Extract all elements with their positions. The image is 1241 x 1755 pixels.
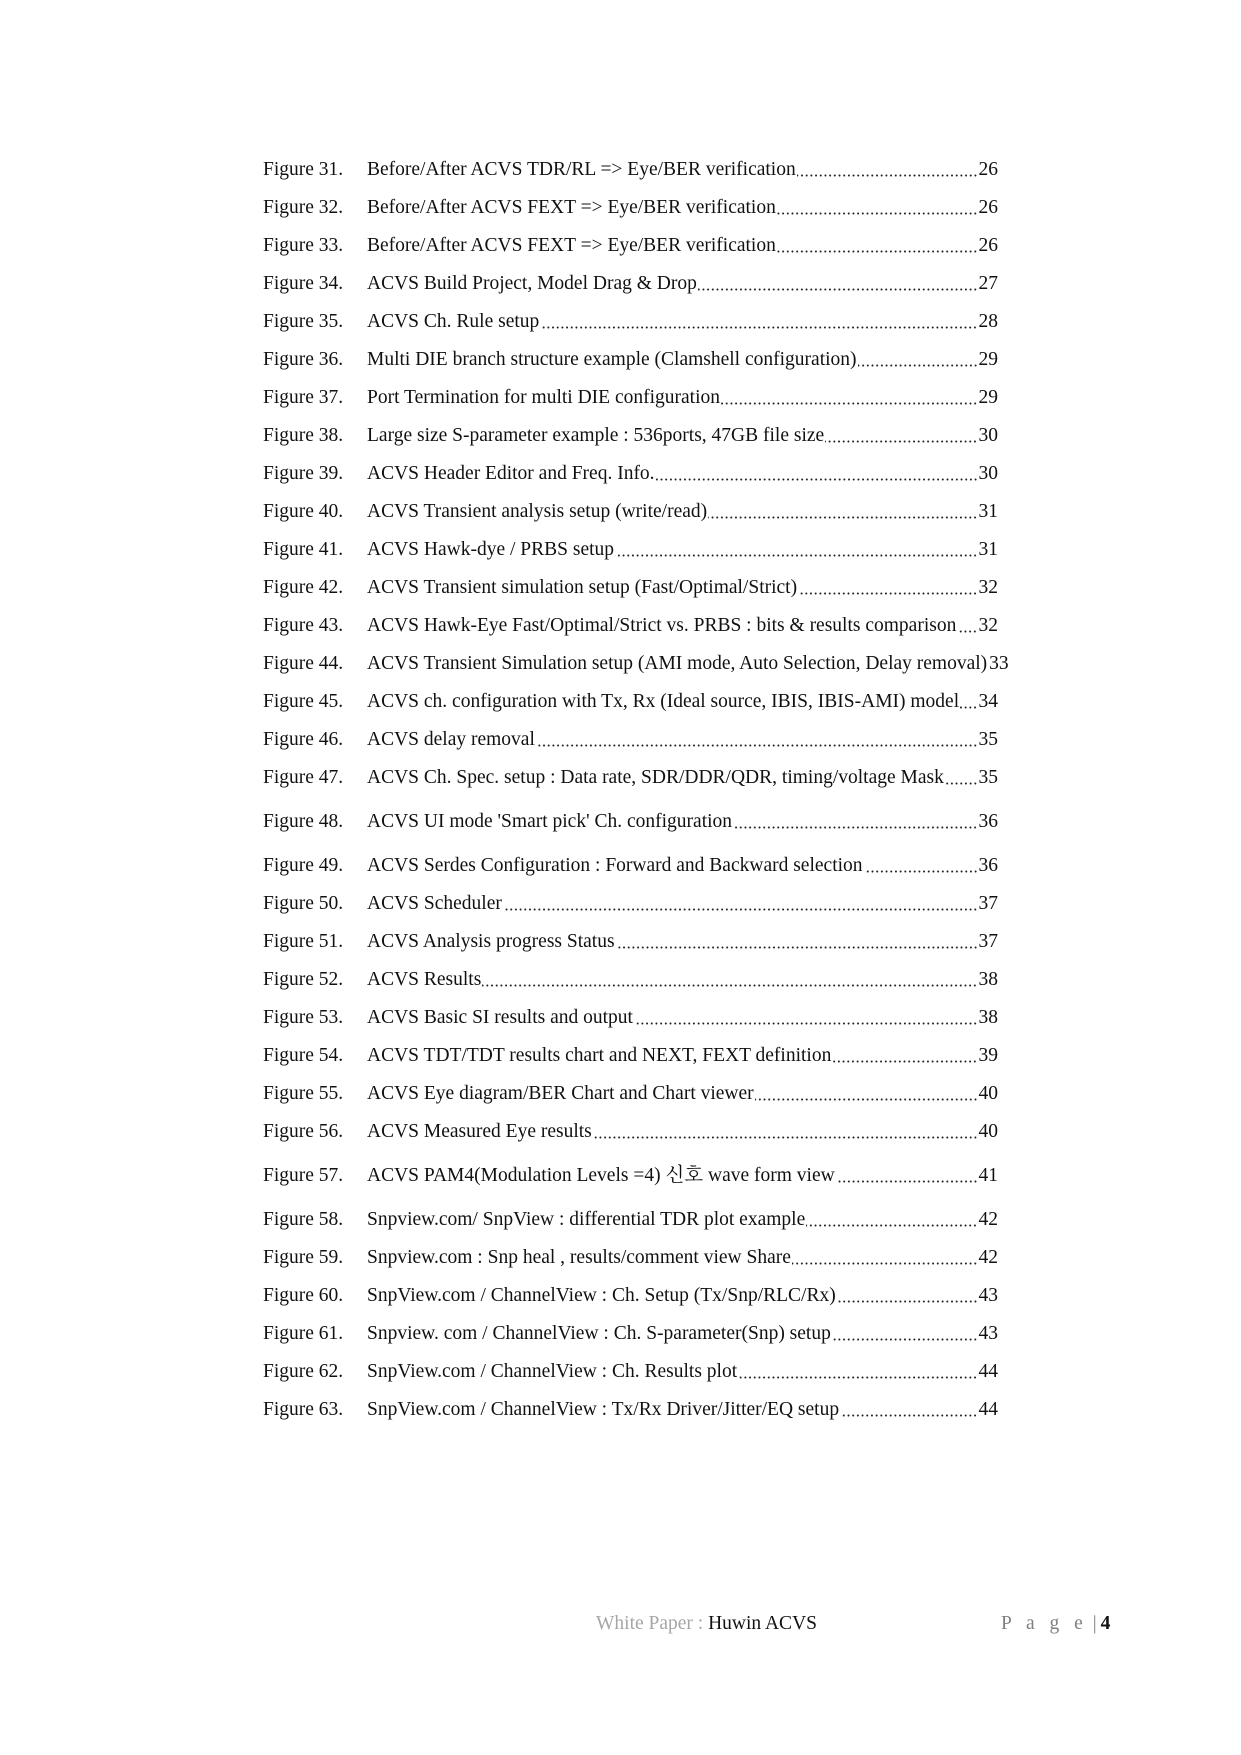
toc-figure-label: Figure 47. [263, 767, 344, 788]
page-separator: | [1092, 1613, 1097, 1634]
toc-dot-leader [806, 1224, 977, 1227]
toc-dot-leader [825, 440, 977, 443]
toc-dot-leader [503, 908, 978, 911]
toc-figure-title: ACVS Build Project, Model Drag & Drop [367, 273, 697, 294]
toc-entry[interactable] [263, 500, 998, 524]
toc-figure-title: Before/After ACVS TDR/RL => Eye/BER verification [367, 159, 796, 180]
toc-figure-label: Figure 60. [263, 1285, 344, 1306]
toc-figure-title: ACVS Hawk-Eye Fast/Optimal/Strict vs. PRBS : bits & results comparison [367, 615, 957, 636]
toc-entry[interactable] [263, 930, 998, 954]
toc-figure-label: Figure 33. [263, 235, 344, 256]
toc-dot-leader [540, 326, 977, 329]
toc-dot-leader [777, 212, 978, 215]
toc-dot-leader [656, 478, 978, 481]
toc-figure-label: Figure 39. [263, 463, 344, 484]
toc-figure-label: Figure 58. [263, 1209, 344, 1230]
toc-figure-label: Figure 62. [263, 1361, 344, 1382]
toc-dot-leader [837, 1300, 978, 1303]
toc-figure-label: Figure 31. [263, 159, 344, 180]
toc-figure-label: Figure 56. [263, 1121, 344, 1142]
toc-figure-label: Figure 36. [263, 349, 344, 370]
toc-dot-leader [945, 782, 978, 785]
toc-dot-leader [864, 870, 978, 873]
toc-dot-leader [708, 516, 977, 519]
toc-dot-leader [634, 1022, 978, 1025]
toc-figure-title: ACVS Header Editor and Freq. Info. [367, 463, 655, 484]
toc-entry[interactable] [263, 728, 998, 752]
toc-figure-title: Snpview.com : Snp heal , results/comment view Share [367, 1247, 791, 1268]
toc-figure-label: Figure 48. [263, 811, 344, 832]
toc-figure-label: Figure 53. [263, 1007, 344, 1028]
toc-page-number: 43 [978, 1285, 998, 1306]
toc-figure-title: ACVS delay removal [367, 729, 535, 750]
toc-dot-leader [957, 630, 977, 633]
toc-page-number: 29 [978, 349, 998, 370]
toc-entry[interactable] [263, 1164, 998, 1188]
toc-dot-leader [792, 1262, 978, 1265]
toc-figure-label: Figure 34. [263, 273, 344, 294]
toc-figure-title: SnpView.com / ChannelView : Ch. Results plot [367, 1361, 738, 1382]
toc-entry[interactable] [263, 1322, 998, 1346]
toc-figure-label: Figure 45. [263, 691, 344, 712]
toc-entry[interactable] [263, 1044, 998, 1068]
toc-dot-leader [615, 554, 977, 557]
toc-page-number: 37 [978, 931, 998, 952]
toc-figure-label: Figure 46. [263, 729, 344, 750]
toc-dot-leader [840, 1414, 977, 1417]
toc-page-number: 43 [978, 1323, 998, 1344]
toc-figure-title: Snpview. com / ChannelView : Ch. S-parameter(Snp) setup [367, 1323, 831, 1344]
toc-dot-leader [832, 1338, 978, 1341]
page-footer [596, 1612, 817, 1636]
toc-figure-label: Figure 32. [263, 197, 344, 218]
toc-page-number: 32 [978, 577, 998, 598]
toc-figure-label: Figure 35. [263, 311, 344, 332]
toc-entry[interactable] [263, 1006, 998, 1030]
toc-dot-leader [798, 592, 977, 595]
toc-page-number: 44 [978, 1399, 998, 1420]
toc-dot-leader [960, 706, 977, 709]
toc-page-number: 30 [978, 463, 998, 484]
toc-entry[interactable] [263, 538, 998, 562]
toc-figure-title: Snpview.com/ SnpView : differential TDR plot example [367, 1209, 806, 1230]
toc-figure-label: Figure 40. [263, 501, 344, 522]
toc-figure-label: Figure 57. [263, 1165, 344, 1186]
toc-figure-label: Figure 50. [263, 893, 344, 914]
toc-page-number: 34 [978, 691, 998, 712]
toc-figure-title: Port Termination for multi DIE configuration [367, 387, 720, 408]
toc-entry[interactable] [263, 1120, 998, 1144]
toc-page-number: 26 [978, 159, 998, 180]
toc-entry[interactable] [263, 234, 998, 258]
toc-page-number: 28 [978, 311, 998, 332]
toc-page-number: 42 [978, 1247, 998, 1268]
toc-entry[interactable] [263, 1246, 998, 1270]
toc-dot-leader [698, 288, 978, 291]
toc-figure-title: ACVS Measured Eye results [367, 1121, 592, 1142]
toc-entry[interactable] [263, 158, 998, 182]
toc-page-number: 38 [978, 1007, 998, 1028]
toc-figure-title: Large size S-parameter example : 536ports, 47GB file size [367, 425, 825, 446]
toc-dot-leader [755, 1098, 978, 1101]
toc-entry[interactable] [263, 766, 998, 790]
toc-page-number: 30 [978, 425, 998, 446]
toc-entry[interactable] [263, 310, 998, 334]
toc-figure-label: Figure 44. [263, 653, 344, 674]
toc-figure-title: ACVS Scheduler [367, 893, 502, 914]
toc-entry[interactable] [263, 1360, 998, 1384]
toc-figure-title: ACVS Analysis progress Status [367, 931, 615, 952]
toc-figure-label: Figure 55. [263, 1083, 344, 1104]
toc-figure-title: ACVS Serdes Configuration : Forward and Backward selection [367, 855, 863, 876]
toc-page-number: 26 [978, 235, 998, 256]
toc-dot-leader [738, 1376, 977, 1379]
toc-figure-label: Figure 52. [263, 969, 344, 990]
toc-figure-label: Figure 37. [263, 387, 344, 408]
toc-entry[interactable] [263, 1082, 998, 1106]
toc-dot-leader [797, 174, 978, 177]
toc-page-number: 26 [978, 197, 998, 218]
toc-figure-title: Multi DIE branch structure example (Clamshell configuration) [367, 349, 857, 370]
toc-dot-leader [721, 402, 978, 405]
toc-entry[interactable] [263, 810, 998, 834]
toc-figure-title: ACVS ch. configuration with Tx, Rx (Ideal source, IBIS, IBIS-AMI) model [367, 691, 960, 712]
page-number: 4 [1100, 1613, 1111, 1634]
toc-figure-title: ACVS UI mode 'Smart pick' Ch. configuration [367, 811, 733, 832]
toc-figure-label: Figure 54. [263, 1045, 344, 1066]
toc-page-number: 40 [978, 1083, 998, 1104]
toc-page-number: 42 [978, 1209, 998, 1230]
toc-figure-label: Figure 59. [263, 1247, 344, 1268]
toc-dot-leader [616, 946, 978, 949]
toc-dot-leader [482, 984, 977, 987]
toc-page-number: 36 [978, 811, 998, 832]
toc-page-number: 31 [978, 501, 998, 522]
toc-entry[interactable] [263, 272, 998, 296]
toc-page-number: 33 [989, 653, 1009, 674]
toc-figure-label: Figure 42. [263, 577, 344, 598]
toc-dot-leader [832, 1060, 977, 1063]
toc-page-number: 36 [978, 855, 998, 876]
toc-figure-title: SnpView.com / ChannelView : Tx/Rx Driver/Jitter/EQ setup [367, 1399, 840, 1420]
toc-entry[interactable] [263, 462, 998, 486]
toc-page-number: 41 [978, 1165, 998, 1186]
toc-figure-title: ACVS Transient simulation setup (Fast/Optimal/Strict) [367, 577, 798, 598]
toc-dot-leader [536, 744, 978, 747]
toc-entry[interactable] [263, 854, 998, 878]
toc-page-number: 31 [978, 539, 998, 560]
toc-figure-label: Figure 43. [263, 615, 344, 636]
toc-page-number: 32 [978, 615, 998, 636]
toc-figure-label: Figure 61. [263, 1323, 344, 1344]
toc-figure-title: ACVS Transient analysis setup (write/read) [367, 501, 708, 522]
toc-entry[interactable] [263, 424, 998, 448]
toc-figure-title: ACVS Hawk-dye / PRBS setup [367, 539, 615, 560]
toc-figure-label: Figure 51. [263, 931, 344, 952]
toc-figure-title: ACVS Transient Simulation setup (AMI mode, Auto Selection, Delay removal) [367, 653, 988, 674]
toc-figure-title: ACVS Ch. Spec. setup : Data rate, SDR/DDR/QDR, timing/voltage Mask [367, 767, 944, 788]
toc-figure-title: ACVS Ch. Rule setup [367, 311, 540, 332]
toc-figure-label: Figure 38. [263, 425, 344, 446]
toc-entry[interactable] [263, 1208, 998, 1232]
toc-dot-leader [836, 1180, 978, 1183]
toc-page-number: 38 [978, 969, 998, 990]
toc-dot-leader [777, 250, 978, 253]
toc-figure-title: Before/After ACVS FEXT => Eye/BER verification [367, 235, 776, 256]
toc-entry[interactable] [263, 1398, 998, 1422]
toc-entry[interactable] [263, 690, 998, 714]
toc-figure-label: Figure 49. [263, 855, 344, 876]
footer-document-title: Huwin ACVS [708, 1613, 817, 1634]
toc-figure-title: ACVS PAM4(Modulation Levels =4) 신호 wave form view [367, 1165, 835, 1186]
toc-entry[interactable] [263, 652, 1009, 676]
toc-page-number: 40 [978, 1121, 998, 1142]
toc-entry[interactable] [263, 348, 998, 372]
toc-entry[interactable] [263, 576, 998, 600]
toc-figure-title: ACVS TDT/TDT results chart and NEXT, FEXT definition [367, 1045, 832, 1066]
toc-entry[interactable] [263, 386, 998, 410]
page-number-block [1001, 1612, 1110, 1636]
toc-figure-title: SnpView.com / ChannelView : Ch. Setup (Tx/Snp/RLC/Rx) [367, 1285, 836, 1306]
toc-page-number: 35 [978, 767, 998, 788]
page-word: P a g e [1001, 1613, 1088, 1634]
toc-entry[interactable] [263, 196, 998, 220]
toc-figure-title: ACVS Eye diagram/BER Chart and Chart viewer [367, 1083, 754, 1104]
footer-label: White Paper : [596, 1613, 709, 1634]
toc-page-number: 35 [978, 729, 998, 750]
toc-dot-leader [593, 1136, 978, 1139]
toc-entry[interactable] [263, 614, 998, 638]
toc-page-number: 27 [978, 273, 998, 294]
toc-page-number: 44 [978, 1361, 998, 1382]
toc-entry[interactable] [263, 892, 998, 916]
toc-dot-leader [858, 364, 978, 367]
toc-dot-leader [733, 826, 977, 829]
toc-entry[interactable] [263, 968, 998, 992]
toc-figure-label: Figure 41. [263, 539, 344, 560]
toc-figure-title: ACVS Results [367, 969, 482, 990]
toc-figure-label: Figure 63. [263, 1399, 344, 1420]
toc-page-number: 37 [978, 893, 998, 914]
toc-figure-title: ACVS Basic SI results and output [367, 1007, 633, 1028]
toc-page-number: 29 [978, 387, 998, 408]
toc-figure-title: Before/After ACVS FEXT => Eye/BER verification [367, 197, 776, 218]
toc-page-number: 39 [978, 1045, 998, 1066]
toc-entry[interactable] [263, 1284, 998, 1308]
